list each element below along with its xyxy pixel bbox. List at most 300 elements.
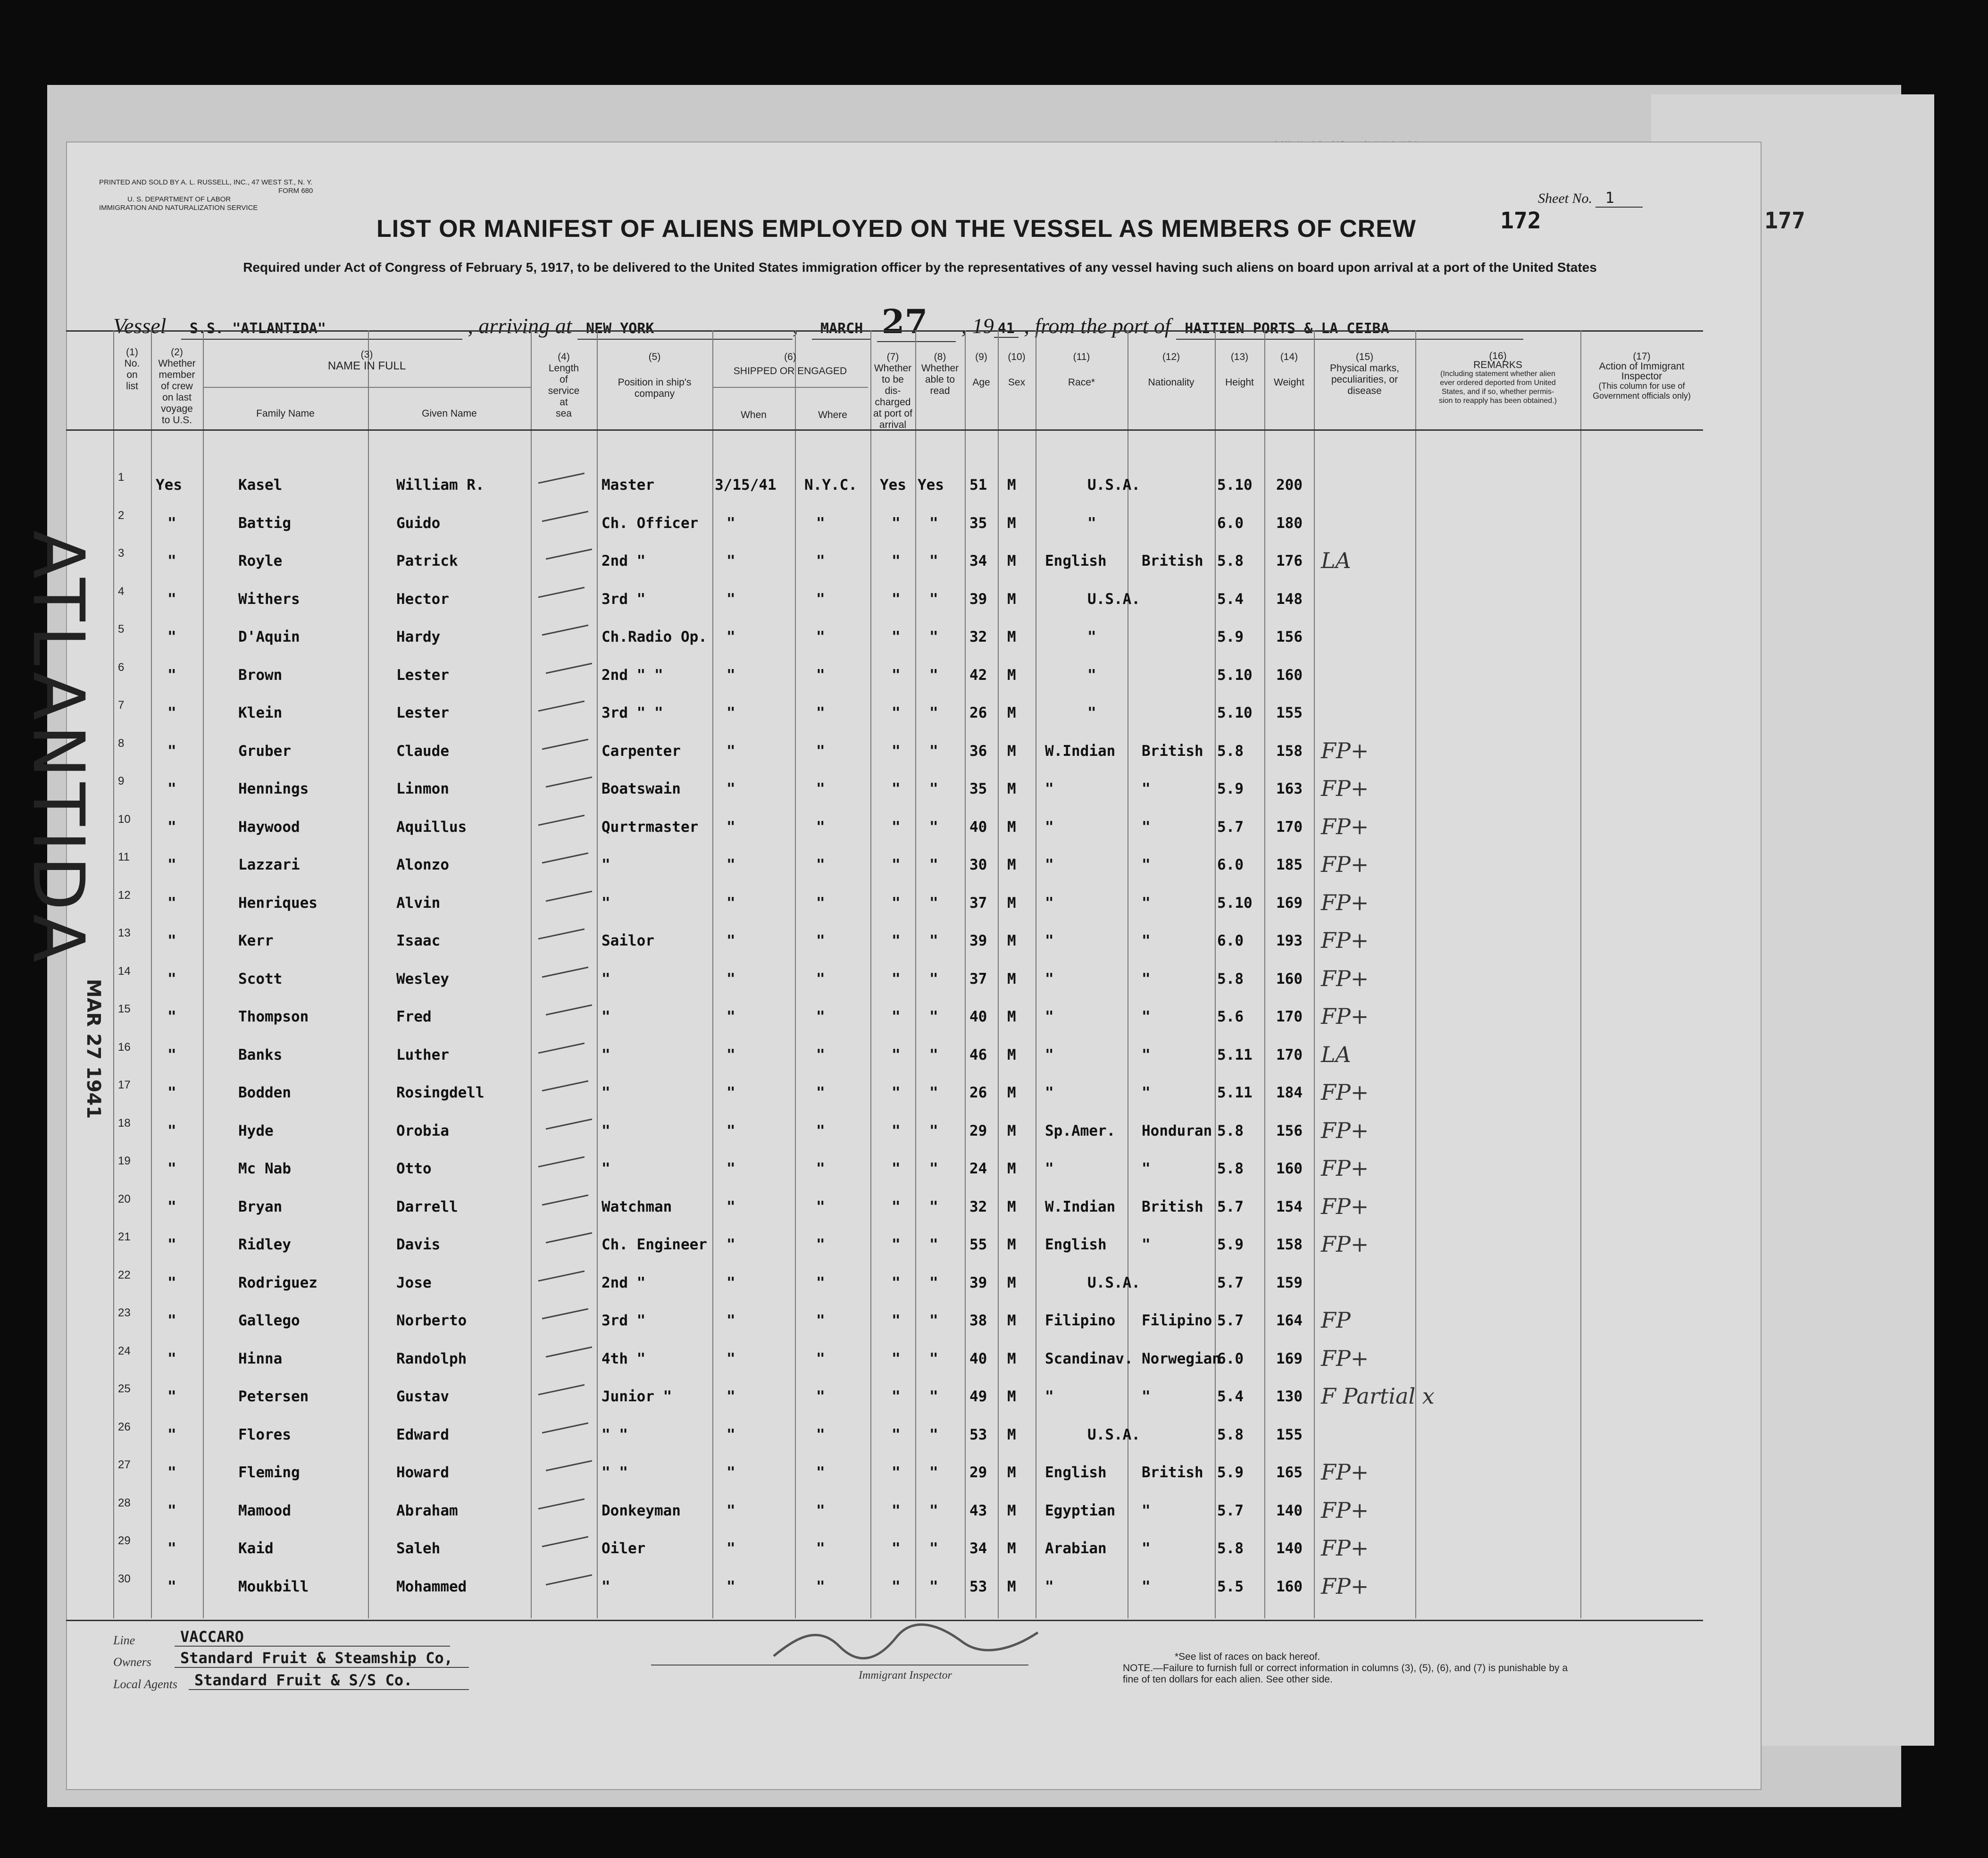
family-name: Kaid xyxy=(238,1540,274,1557)
position: " xyxy=(601,1008,610,1025)
family-name: Scott xyxy=(238,970,283,988)
height: 5.11 xyxy=(1217,1084,1253,1101)
age: 51 xyxy=(969,477,987,494)
shipped-where: " xyxy=(816,590,825,608)
shipped-where: " xyxy=(816,628,825,645)
sex: M xyxy=(1007,1312,1016,1329)
nationality: British xyxy=(1142,552,1203,569)
sex: M xyxy=(1007,628,1016,645)
height: 5.11 xyxy=(1217,1046,1253,1063)
able-to-read: " xyxy=(929,666,938,684)
height: 5.8 xyxy=(1217,552,1244,569)
height: 5.10 xyxy=(1217,704,1253,721)
header-col-7: (7) Whether to be dis- charged at port of arrival xyxy=(873,352,912,430)
height: 5.10 xyxy=(1217,894,1253,912)
able-to-read: " xyxy=(929,1084,938,1101)
previous-voyage: " xyxy=(167,818,176,836)
able-to-read: " xyxy=(929,1502,938,1519)
age: 32 xyxy=(969,628,987,645)
from-port-label: , from the port of xyxy=(1024,314,1171,338)
discharged: " xyxy=(892,1388,901,1405)
family-name: Kasel xyxy=(238,477,283,494)
position: 2nd " " xyxy=(601,666,663,684)
col-rule xyxy=(1415,330,1416,1618)
race: " xyxy=(1087,666,1096,684)
given-name: Lester xyxy=(396,666,449,684)
given-name: Hector xyxy=(396,590,449,608)
sex: M xyxy=(1007,1160,1016,1177)
height: 5.10 xyxy=(1217,477,1253,494)
header-col-5: (5) Position in ship's company xyxy=(618,352,692,399)
able-to-read: " xyxy=(929,1578,938,1595)
discharged: " xyxy=(892,856,901,873)
race: English xyxy=(1045,1464,1107,1481)
age: 32 xyxy=(969,1198,987,1215)
physical-marks: FP+ xyxy=(1321,1459,1369,1485)
header-col-12: (12) Nationality xyxy=(1148,352,1194,388)
race: " xyxy=(1045,780,1054,797)
sex: M xyxy=(1007,666,1016,684)
discharged: " xyxy=(892,1312,901,1329)
discharged: " xyxy=(892,780,901,797)
shipped-when: " xyxy=(727,666,735,684)
col-rule xyxy=(1264,330,1265,1618)
given-name: Aquillus xyxy=(396,818,467,836)
weight: 148 xyxy=(1276,590,1303,608)
age: 43 xyxy=(969,1502,987,1519)
family-name: Gruber xyxy=(238,742,291,760)
able-to-read: " xyxy=(929,1236,938,1253)
physical-marks: FP+ xyxy=(1321,928,1369,953)
nationality: " xyxy=(1142,1578,1151,1595)
nationality: " xyxy=(1142,1236,1151,1253)
age: 53 xyxy=(969,1578,987,1595)
physical-marks: FP xyxy=(1321,1307,1351,1333)
col-rule xyxy=(368,330,369,1618)
family-name: Brown xyxy=(238,666,283,684)
nationality: " xyxy=(1142,818,1151,836)
previous-voyage: " xyxy=(167,1312,176,1329)
row-number: 12 xyxy=(118,888,131,902)
able-to-read: " xyxy=(929,818,938,836)
weight: 140 xyxy=(1276,1502,1303,1519)
physical-marks: FP+ xyxy=(1321,813,1369,839)
height: 5.7 xyxy=(1217,818,1244,836)
shipped-when: " xyxy=(727,1236,735,1253)
discharged: " xyxy=(892,818,901,836)
row-number: 8 xyxy=(118,737,125,750)
position: Carpenter xyxy=(601,742,681,760)
penalty-note: NOTE.—Failure to furnish full or correct information in columns (3), (5), (6), and (7) is punishable by a fine of ten dollars for each alien. See other side. xyxy=(1123,1663,1568,1685)
race: W.Indian xyxy=(1045,742,1116,760)
sex: M xyxy=(1007,1122,1016,1139)
previous-voyage: Yes xyxy=(156,477,182,494)
able-to-read: " xyxy=(929,552,938,569)
given-name: Saleh xyxy=(396,1540,441,1557)
physical-marks: FP+ xyxy=(1321,1193,1369,1219)
previous-voyage: " xyxy=(167,1540,176,1557)
height: 5.7 xyxy=(1217,1274,1244,1291)
position: " xyxy=(601,1046,610,1063)
weight: 180 xyxy=(1276,514,1303,532)
shipped-where: " xyxy=(816,856,825,873)
age: 35 xyxy=(969,780,987,797)
sex: M xyxy=(1007,970,1016,988)
discharged: " xyxy=(892,628,901,645)
sheet-number-value: 1 xyxy=(1595,189,1642,208)
physical-marks: FP+ xyxy=(1321,965,1369,991)
discharged: Yes xyxy=(880,477,906,494)
col-rule xyxy=(531,330,532,1618)
previous-voyage: " xyxy=(167,780,176,797)
able-to-read: " xyxy=(929,1312,938,1329)
col-rule xyxy=(998,330,999,1618)
able-to-read: " xyxy=(929,1464,938,1481)
shipped-when: " xyxy=(727,932,735,949)
able-to-read: " xyxy=(929,1122,938,1139)
weight: 160 xyxy=(1276,970,1303,988)
shipped-where: " xyxy=(816,1426,825,1443)
race: " xyxy=(1087,704,1096,721)
height: 5.10 xyxy=(1217,666,1253,684)
shipped-when: " xyxy=(727,1426,735,1443)
row-number: 23 xyxy=(118,1306,131,1319)
shipped-when: " xyxy=(727,1274,735,1291)
position: 2nd " xyxy=(601,552,646,569)
race-note: *See list of races on back hereof. xyxy=(1175,1651,1320,1662)
position: Master xyxy=(601,477,654,494)
printer-line: FORM 680 xyxy=(278,187,313,195)
given-name: Abraham xyxy=(396,1502,458,1519)
header-col-13: (13) Height xyxy=(1225,352,1254,388)
family-name: Royle xyxy=(238,552,283,569)
family-name: Mamood xyxy=(238,1502,291,1519)
col-rule xyxy=(1580,330,1581,1618)
family-name: Thompson xyxy=(238,1008,309,1025)
race: " xyxy=(1045,932,1054,949)
able-to-read: " xyxy=(929,1008,938,1025)
able-to-read: " xyxy=(929,1160,938,1177)
shipped-when: " xyxy=(727,780,735,797)
race: Egyptian xyxy=(1045,1502,1116,1519)
shipped-where: " xyxy=(816,1350,825,1367)
previous-voyage: " xyxy=(167,1008,176,1025)
weight: 155 xyxy=(1276,1426,1303,1443)
age: 39 xyxy=(969,932,987,949)
discharged: " xyxy=(892,742,901,760)
given-name: Alonzo xyxy=(396,856,449,873)
shipped-when: " xyxy=(727,894,735,912)
header-col-1: (1) No. on list xyxy=(124,347,140,392)
discharged: " xyxy=(892,1426,901,1443)
given-name: Rosingdell xyxy=(396,1084,484,1101)
row-number: 5 xyxy=(118,623,125,636)
shipped-when: " xyxy=(727,704,735,721)
family-name: Bodden xyxy=(238,1084,291,1101)
position: " xyxy=(601,970,610,988)
shipped-when: " xyxy=(727,1008,735,1025)
given-name: Hardy xyxy=(396,628,441,645)
sex: M xyxy=(1007,818,1016,836)
header-subrule xyxy=(712,387,868,388)
position: Boatswain xyxy=(601,780,681,797)
position: Junior " xyxy=(601,1388,672,1405)
col-rule xyxy=(795,330,796,1618)
previous-voyage: " xyxy=(167,1274,176,1291)
height: 5.6 xyxy=(1217,1008,1244,1025)
height: 5.8 xyxy=(1217,1426,1244,1443)
nationality: " xyxy=(1142,780,1151,797)
race: " xyxy=(1045,1578,1054,1595)
nationality: Filipino xyxy=(1142,1312,1212,1329)
given-name: Fred xyxy=(396,1008,432,1025)
able-to-read: " xyxy=(929,514,938,532)
physical-marks: FP+ xyxy=(1321,889,1369,915)
manifest-number: 172 xyxy=(1500,208,1541,234)
weight: 170 xyxy=(1276,1046,1303,1063)
able-to-read: " xyxy=(929,780,938,797)
nationality: " xyxy=(1142,1160,1151,1177)
family-name: Mc Nab xyxy=(238,1160,291,1177)
nationality: British xyxy=(1142,1464,1203,1481)
age: 36 xyxy=(969,742,987,760)
position: " xyxy=(601,894,610,912)
row-number: 22 xyxy=(118,1268,131,1281)
height: 5.8 xyxy=(1217,1540,1244,1557)
weight: 156 xyxy=(1276,628,1303,645)
given-name: Patrick xyxy=(396,552,458,569)
able-to-read: " xyxy=(929,1426,938,1443)
previous-voyage: " xyxy=(167,1464,176,1481)
family-name: Hinna xyxy=(238,1350,283,1367)
position: Watchman xyxy=(601,1198,672,1215)
previous-voyage: " xyxy=(167,666,176,684)
height: 5.4 xyxy=(1217,590,1244,608)
arrival-year: 41 xyxy=(994,320,1019,338)
printer-line: IMMIGRATION AND NATURALIZATION SERVICE xyxy=(99,204,258,212)
nationality: " xyxy=(1142,1502,1151,1519)
discharged: " xyxy=(892,1502,901,1519)
family-name: Rodriguez xyxy=(238,1274,317,1291)
shipped-where: " xyxy=(816,1274,825,1291)
shipped-where: " xyxy=(816,704,825,721)
shipped-when: " xyxy=(727,1350,735,1367)
shipped-where: " xyxy=(816,1464,825,1481)
shipped-where: " xyxy=(816,1312,825,1329)
shipped-when: " xyxy=(727,1084,735,1101)
sex: M xyxy=(1007,1198,1016,1215)
age: 30 xyxy=(969,856,987,873)
height: 6.0 xyxy=(1217,514,1244,532)
discharged: " xyxy=(892,552,901,569)
family-name: Gallego xyxy=(238,1312,300,1329)
age: 46 xyxy=(969,1046,987,1063)
sex: M xyxy=(1007,1350,1016,1367)
weight: 169 xyxy=(1276,894,1303,912)
position: " xyxy=(601,856,610,873)
position: Donkeyman xyxy=(601,1502,681,1519)
position: 3rd " " xyxy=(601,704,663,721)
discharged: " xyxy=(892,514,901,532)
previous-voyage: " xyxy=(167,1578,176,1595)
row-number: 27 xyxy=(118,1458,131,1471)
vessel-line: Vessel S.S. "ATLANTIDA" , arriving at NEW YORK , MARCH 27 , 19 41 , from the port of HAITIEN PORTS & LA CEIBA xyxy=(113,302,1523,342)
given-name: Norberto xyxy=(396,1312,467,1329)
shipped-when: 3/15/41 xyxy=(715,477,777,494)
sex: M xyxy=(1007,514,1016,532)
position: Oiler xyxy=(601,1540,646,1557)
sheet-number xyxy=(1538,189,1643,207)
shipped-when: " xyxy=(727,818,735,836)
given-name: Wesley xyxy=(396,970,449,988)
physical-marks: FP+ xyxy=(1321,737,1369,763)
weight: 170 xyxy=(1276,818,1303,836)
discharged: " xyxy=(892,1008,901,1025)
header-given-name: Given Name xyxy=(422,408,477,419)
row-number: 2 xyxy=(118,509,125,522)
weight: 184 xyxy=(1276,1084,1303,1101)
discharged: " xyxy=(892,1236,901,1253)
weight: 130 xyxy=(1276,1388,1303,1405)
header-col-11: (11) Race* xyxy=(1068,352,1095,388)
given-name: Jose xyxy=(396,1274,432,1291)
sex: M xyxy=(1007,1008,1016,1025)
document-title: LIST OR MANIFEST OF ALIENS EMPLOYED ON THE VESSEL AS MEMBERS OF CREW xyxy=(376,215,1416,243)
previous-voyage: " xyxy=(167,932,176,949)
family-name: Hennings xyxy=(238,780,309,797)
height: 5.7 xyxy=(1217,1312,1244,1329)
age: 39 xyxy=(969,1274,987,1291)
family-name: D'Aquin xyxy=(238,628,300,645)
previous-voyage: " xyxy=(167,1426,176,1443)
shipped-where: " xyxy=(816,1502,825,1519)
header-subrule xyxy=(203,387,531,388)
shipped-where: " xyxy=(816,1388,825,1405)
shipped-when: " xyxy=(727,742,735,760)
given-name: Randolph xyxy=(396,1350,467,1367)
race: " xyxy=(1045,856,1054,873)
shipped-where: " xyxy=(816,1008,825,1025)
nationality: " xyxy=(1142,970,1151,988)
discharged: " xyxy=(892,970,901,988)
weight: 155 xyxy=(1276,704,1303,721)
row-number: 14 xyxy=(118,964,131,978)
height: 6.0 xyxy=(1217,1350,1244,1367)
able-to-read: " xyxy=(929,932,938,949)
row-number: 1 xyxy=(118,471,125,484)
race: " xyxy=(1045,1388,1054,1405)
race: " xyxy=(1045,1008,1054,1025)
discharged: " xyxy=(892,932,901,949)
family-name: Lazzari xyxy=(238,856,300,873)
race: " xyxy=(1087,514,1096,532)
height: 5.7 xyxy=(1217,1198,1244,1215)
given-name: Claude xyxy=(396,742,449,760)
position: Ch.Radio Op. xyxy=(601,628,707,645)
sex: M xyxy=(1007,932,1016,949)
previous-voyage: " xyxy=(167,590,176,608)
vessel-name: S.S. "ATLANTIDA" xyxy=(181,320,462,340)
sex: M xyxy=(1007,1236,1016,1253)
row-number: 9 xyxy=(118,775,125,787)
able-to-read: " xyxy=(929,970,938,988)
race: U.S.A. xyxy=(1087,1426,1140,1443)
position: 3rd " xyxy=(601,590,646,608)
discharged: " xyxy=(892,894,901,912)
shipped-where: " xyxy=(816,1578,825,1595)
position: 2nd " xyxy=(601,1274,646,1291)
given-name: Guido xyxy=(396,514,441,532)
weight: 154 xyxy=(1276,1198,1303,1215)
header-when: When xyxy=(741,410,767,420)
family-name: Ridley xyxy=(238,1236,291,1253)
age: 26 xyxy=(969,704,987,721)
height: 6.0 xyxy=(1217,932,1244,949)
col-rule xyxy=(870,330,871,1618)
family-name: Kerr xyxy=(238,932,274,949)
arriving-label: , arriving at xyxy=(468,314,572,338)
shipped-where: " xyxy=(816,1236,825,1253)
previous-voyage: " xyxy=(167,1084,176,1101)
shipped-where: " xyxy=(816,932,825,949)
header-col-17: (17) Action of Immigrant Inspector (This column for use of Government officials only) xyxy=(1593,351,1691,401)
shipped-when: " xyxy=(727,1122,735,1139)
height: 5.8 xyxy=(1217,1122,1244,1139)
given-name: Alvin xyxy=(396,894,441,912)
row-number: 30 xyxy=(118,1572,131,1585)
age: 34 xyxy=(969,552,987,569)
back-sheet-number: 177 xyxy=(1764,208,1805,234)
nationality: " xyxy=(1142,1540,1151,1557)
physical-marks: FP+ xyxy=(1321,1231,1369,1257)
col-rule xyxy=(203,330,204,1618)
height: 5.9 xyxy=(1217,1464,1244,1481)
shipped-when: " xyxy=(727,628,735,645)
header-col-8: (8) Whether able to read xyxy=(921,352,959,396)
shipped-where: N.Y.C. xyxy=(804,477,857,494)
age: 29 xyxy=(969,1122,987,1139)
family-name: Flores xyxy=(238,1426,291,1443)
shipped-when: " xyxy=(727,1312,735,1329)
weight: 170 xyxy=(1276,1008,1303,1025)
family-name: Henriques xyxy=(238,894,317,912)
age: 35 xyxy=(969,514,987,532)
row-number: 13 xyxy=(118,927,131,939)
row-number: 6 xyxy=(118,661,125,674)
shipped-where: " xyxy=(816,894,825,912)
shipped-when: " xyxy=(727,552,735,569)
shipped-where: " xyxy=(816,1160,825,1177)
nationality: " xyxy=(1142,932,1151,949)
weight: 159 xyxy=(1276,1274,1303,1291)
height: 5.9 xyxy=(1217,1236,1244,1253)
shipped-where: " xyxy=(816,1540,825,1557)
previous-voyage: " xyxy=(167,1122,176,1139)
physical-marks: LA xyxy=(1321,548,1351,573)
shipped-where: " xyxy=(816,1122,825,1139)
height: 5.7 xyxy=(1217,1502,1244,1519)
shipped-when: " xyxy=(727,856,735,873)
height: 5.8 xyxy=(1217,970,1244,988)
header-col-15: (15) Physical marks, peculiarities, or disease xyxy=(1329,352,1400,396)
previous-voyage: " xyxy=(167,970,176,988)
row-number: 17 xyxy=(118,1079,131,1091)
header-where: Where xyxy=(818,410,847,420)
family-name: Bryan xyxy=(238,1198,283,1215)
race: " xyxy=(1045,1160,1054,1177)
discharged: " xyxy=(892,1274,901,1291)
position: 4th " xyxy=(601,1350,646,1367)
